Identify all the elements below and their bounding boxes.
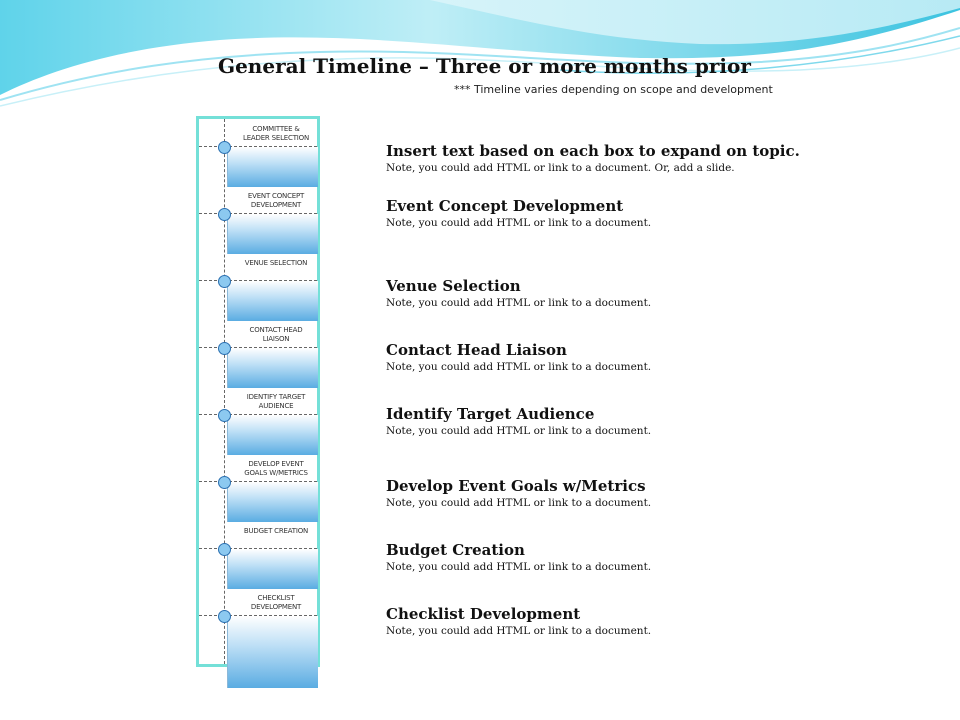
topic-note-body: Note, you could add HTML or link to a document. (386, 217, 652, 229)
timeline-stage (199, 121, 317, 189)
timeline-stage-label: VENUE SELECTION (244, 259, 308, 267)
topic-note-heading: Checklist Development (386, 605, 581, 623)
topic-note (386, 477, 946, 510)
timeline-node-icon (218, 141, 231, 154)
topic-note (386, 541, 946, 574)
topic-note-body: Note, you could add HTML or link to a document. (386, 361, 652, 373)
timeline-stage-label: CONTACT HEAD LIAISON (249, 326, 303, 343)
slide-title: General Timeline – Three or more months prior (218, 54, 751, 78)
topic-note-heading: Budget Creation (386, 541, 525, 559)
timeline-stage (199, 590, 317, 658)
timeline-stage (199, 523, 317, 591)
timeline-stage-label: IDENTIFY TARGET AUDIENCE (246, 393, 306, 410)
topic-note (386, 142, 946, 175)
timeline-stage-label: BUDGET CREATION (243, 527, 309, 535)
topic-note-body: Note, you could add HTML or link to a document. (386, 625, 652, 637)
timeline-graphic (196, 116, 320, 667)
topic-note (386, 197, 946, 230)
topic-note-body: Note, you could add HTML or link to a document. Or, add a slide. (386, 162, 735, 174)
timeline-node-icon (218, 543, 231, 556)
timeline-stage-box (227, 214, 318, 254)
topic-note-body: Note, you could add HTML or link to a document. (386, 425, 652, 437)
timeline-stage-box (227, 415, 318, 455)
timeline-node-icon (218, 342, 231, 355)
timeline-stage-box (227, 147, 318, 187)
timeline-node-icon (218, 476, 231, 489)
topic-note-heading: Insert text based on each box to expand on topic. (386, 142, 800, 160)
timeline-stage-box (227, 549, 318, 589)
timeline-stage-box (227, 616, 318, 688)
topic-note (386, 405, 946, 438)
topic-note-heading: Venue Selection (386, 277, 521, 295)
timeline-stage-box (227, 482, 318, 522)
timeline-stage-box (227, 348, 318, 388)
topic-note (386, 277, 946, 310)
timeline-stage (199, 456, 317, 524)
topic-note (386, 605, 946, 638)
timeline-node-icon (218, 610, 231, 623)
timeline-stage (199, 188, 317, 256)
topic-note-body: Note, you could add HTML or link to a document. (386, 497, 652, 509)
timeline-node-icon (218, 409, 231, 422)
timeline-stage (199, 255, 317, 323)
timeline-node-icon (218, 275, 231, 288)
timeline-stage-label: DEVELOP EVENT GOALS W/METRICS (244, 460, 308, 477)
topic-note-heading: Identify Target Audience (386, 405, 595, 423)
timeline-stage-label: COMMITTEE & LEADER SELECTION (243, 125, 309, 142)
timeline-stage-label: CHECKLIST DEVELOPMENT (250, 594, 302, 611)
timeline-stage-box (227, 281, 318, 321)
topic-note (386, 341, 946, 374)
timeline-stage (199, 322, 317, 390)
timeline-stage (199, 389, 317, 457)
topic-note-body: Note, you could add HTML or link to a document. (386, 561, 652, 573)
topic-note-heading: Develop Event Goals w/Metrics (386, 477, 646, 495)
timeline-stage-label: EVENT CONCEPT DEVELOPMENT (247, 192, 305, 209)
topic-note-heading: Contact Head Liaison (386, 341, 567, 359)
topic-note-heading: Event Concept Development (386, 197, 624, 215)
slide-subtitle: *** Timeline varies depending on scope and development (454, 83, 773, 96)
timeline-node-icon (218, 208, 231, 221)
topic-note-body: Note, you could add HTML or link to a document. (386, 297, 652, 309)
